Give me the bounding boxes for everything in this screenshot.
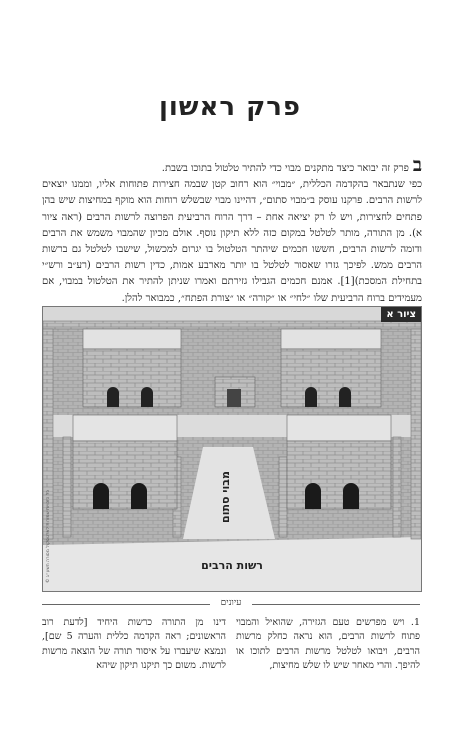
alley-illustration bbox=[43, 307, 421, 591]
drop-letter: ב bbox=[412, 154, 422, 176]
notes-header: עיונים bbox=[220, 598, 242, 608]
copyright-text: © כל הזכויות שמורות לארטסקול מסורה תשע״ג bbox=[46, 490, 51, 583]
main-paragraph: כפי שנתבאר בהקדמה הכללית, ״מבוי״ הוא רחוב קטן שבמה חצירות פתוחות אליו, וממנו יוצאים לרשות הרבים. פרקנו עוסק ב״מבוי סתום״, דהיינו מבוי שבשלש רוחות הוא מוקף במחיצות שיש בהן פתחים לחצירות, ויש לו רק יציאה אחת – דרך הרוח הרביעית הפרוצה לרשות הרבים (ראה ציור א). מן התורה, מותר לטלטל במקום כזה ללא תיקון נוסף. אולם מכיון שהמבוי משמש את הרבים ודומה לרשות הרבים, חששו חכמים שיהתר הטלטול בו יגרום למכשול, שישבו לטלטל גם ברשות הרבים ממש. לפיכך גזרו שאסור לטלטל בו יותר מארבע אמות, כדין רשות הרבים (רע״ב ורש״י בתחילת המסכת)[1]. אמנם חכמים הגבילו גזירתם ואמרו שניתן להתיר את הטלטול במבוי, אם מעמידים ברוח הרביעית שלו ״לחי״ או ״קורה״ או ״צורת הפתח״, כמבואר להלן. bbox=[42, 179, 423, 304]
intro-text: פרק זה יבואר כיצד מתקנים מבוי כדי להתיר טלטול בתוכו בשבת. bbox=[161, 163, 409, 174]
notes-divider bbox=[42, 597, 420, 611]
notes-column-left: דינו מן התורה כרשות היחיד [לדעת רוב הראשונים; ראה הקדמה כללית והערה 5 שם], ונמצא שיעברו על איסור תורה של הוצאה מרשות לרשות. משום כך תיקנו תיקון שיהא bbox=[42, 617, 226, 672]
body-text bbox=[42, 154, 423, 307]
figure-label: ציור א bbox=[381, 307, 421, 322]
road-label: רשות הרבים bbox=[201, 559, 263, 572]
notes-column-right: 1. ויש מפרשים טעם הגזירה, שהואיל והמבוי פתוח לרשות הרבים, הוא נראה כחלק מרשות הרבים, ויבואו לטלטל מרשות הרבים לתוכו או להיפך. והרי מאחר שיש לו שלש מחיצות, bbox=[236, 617, 420, 672]
intro-line bbox=[42, 154, 422, 177]
alley-label: מבוי סתום bbox=[219, 471, 232, 523]
notes-section bbox=[42, 616, 420, 674]
chapter-title: פרק ראשון bbox=[158, 92, 302, 122]
figure-illustration bbox=[42, 306, 422, 592]
